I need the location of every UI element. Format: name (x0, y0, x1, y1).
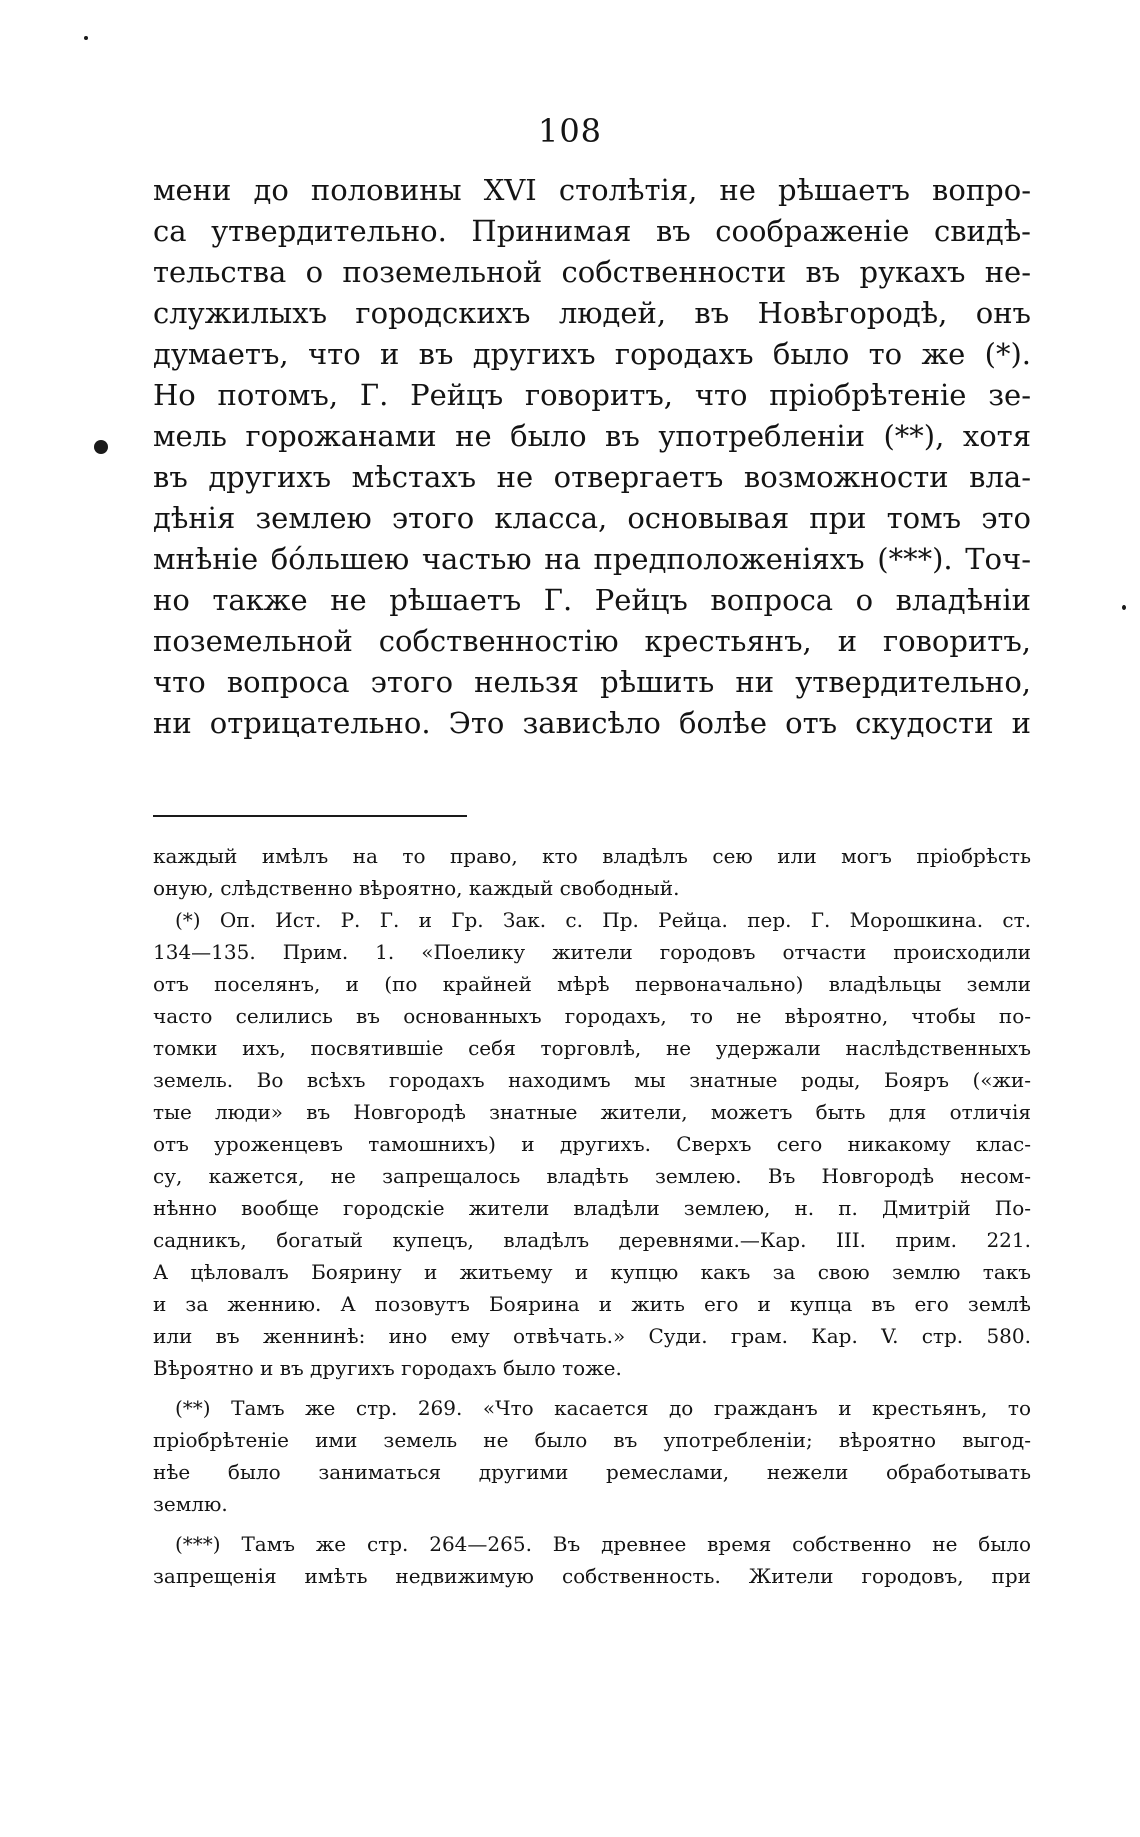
footnote-2-line: (**) Тамъ же стр. 269. «Что касается до гражданъ и крестьянъ, то (175, 1396, 1031, 1420)
footnote-2-line: нѣе было заниматься другими ремеслами, нежели обработывать (153, 1460, 1031, 1484)
main-text-line: что вопроса этого нельзя рѣшить ни утвердительно, (153, 665, 1031, 699)
footnote-1-line: отъ поселянъ, и (по крайней мѣрѣ первоначально) владѣльцы земли (153, 972, 1031, 996)
main-text-block (153, 170, 1031, 744)
footnote-1-line: тые люди» въ Новгородѣ знатные жители, можетъ быть для отличія (153, 1100, 1031, 1124)
main-text-line: служилыхъ городскихъ людей, въ Новѣгородѣ, онъ (153, 296, 1031, 330)
footnote-1-line: часто селились въ основанныхъ городахъ, то не вѣроятно, чтобы по- (153, 1004, 1031, 1028)
main-text-line: мени до половины XVI столѣтія, не рѣшаетъ вопро- (153, 173, 1031, 207)
footnote-gap (153, 1520, 1031, 1528)
footnote-continuation-line: каждый имѣлъ на то право, кто владѣлъ сею или могъ пріобрѣсть (153, 844, 1031, 868)
footnote-1-line: Вѣроятно и въ другихъ городахъ было тоже. (153, 1356, 622, 1380)
ink-dot-mark (1122, 605, 1126, 610)
footnote-continuation-line: оную, слѣдственно вѣроятно, каждый свободный. (153, 876, 680, 900)
footnote-2-line: пріобрѣтеніе ими земель не было въ употребленіи; вѣроятно выгод- (153, 1428, 1031, 1452)
footnote-1-line: (*) Оп. Ист. Р. Г. и Гр. Зак. с. Пр. Рейца. пер. Г. Морошкина. ст. (175, 908, 1031, 932)
main-text-line: въ другихъ мѣстахъ не отвергаетъ возможности вла- (153, 460, 1031, 494)
main-text-line: поземельной собственностію крестьянъ, и говоритъ, (153, 624, 1031, 658)
footnote-3-line: запрещенія имѣть недвижимую собственность. Жители городовъ, при (153, 1564, 1031, 1588)
footnote-1-line: и за женнию. А позовутъ Боярина и жить его и купца въ его землѣ (153, 1292, 1031, 1316)
footnote-1-line: или въ женнинѣ: ино ему отвѣчать.» Суди. грам. Кар. V. стр. 580. (153, 1324, 1031, 1348)
main-text-line: думаетъ, что и въ другихъ городахъ было то же (*). (153, 337, 1031, 371)
ink-dot-mark (84, 36, 88, 40)
footnote-2-line: землю. (153, 1492, 228, 1516)
ink-blot-mark (94, 440, 108, 454)
main-text-line: но также не рѣшаетъ Г. Рейцъ вопроса о владѣніи (153, 583, 1031, 617)
footnote-1-line: томки ихъ, посвятившіе себя торговлѣ, не удержали наслѣдственныхъ (153, 1036, 1031, 1060)
footnote-separator-rule (153, 815, 467, 817)
footnote-1-line: земель. Во всѣхъ городахъ находимъ мы знатные роды, Бояръ («жи- (153, 1068, 1031, 1092)
footnote-3-line: (***) Тамъ же стр. 264—265. Въ древнее время собственно не было (175, 1532, 1031, 1556)
main-text-line: ни отрицательно. Это зависѣло болѣе отъ скудости и (153, 706, 1031, 740)
main-text-line: тельства о поземельной собственности въ рукахъ не- (153, 255, 1031, 289)
footnotes-block (153, 840, 1031, 1592)
footnote-1-line: 134—135. Прим. 1. «Поелику жители городовъ отчасти происходили (153, 940, 1031, 964)
footnote-1-line: А цѣловалъ Боярину и житьему и купцю какъ за свою землю такъ (153, 1260, 1031, 1284)
footnote-gap (153, 1384, 1031, 1392)
main-text-line: дѣнія землею этого класса, основывая при томъ это (153, 501, 1031, 535)
main-text-line: мнѣніе бо́льшею частью на предположеніяхъ (***). Точ- (153, 542, 1031, 576)
footnote-1-line: нѣнно вообще городскіе жители владѣли землею, н. п. Дмитрій По- (153, 1196, 1031, 1220)
main-text-line: са утвердительно. Принимая въ соображеніе свидѣ- (153, 214, 1031, 248)
main-text-line: мель горожанами не было въ употребленіи (**), хотя (153, 419, 1031, 453)
footnote-1-line: садникъ, богатый купецъ, владѣлъ деревнями.—Кар. III. прим. 221. (153, 1228, 1031, 1252)
footnote-1-line: отъ уроженцевъ тамошнихъ) и другихъ. Сверхъ сего никакому клас- (153, 1132, 1031, 1156)
page-number: 108 (537, 112, 603, 150)
footnote-1-line: су, кажется, не запрещалось владѣть землею. Въ Новгородѣ несом- (153, 1164, 1031, 1188)
main-text-line: Но потомъ, Г. Рейцъ говоритъ, что пріобрѣтеніе зе- (153, 378, 1031, 412)
